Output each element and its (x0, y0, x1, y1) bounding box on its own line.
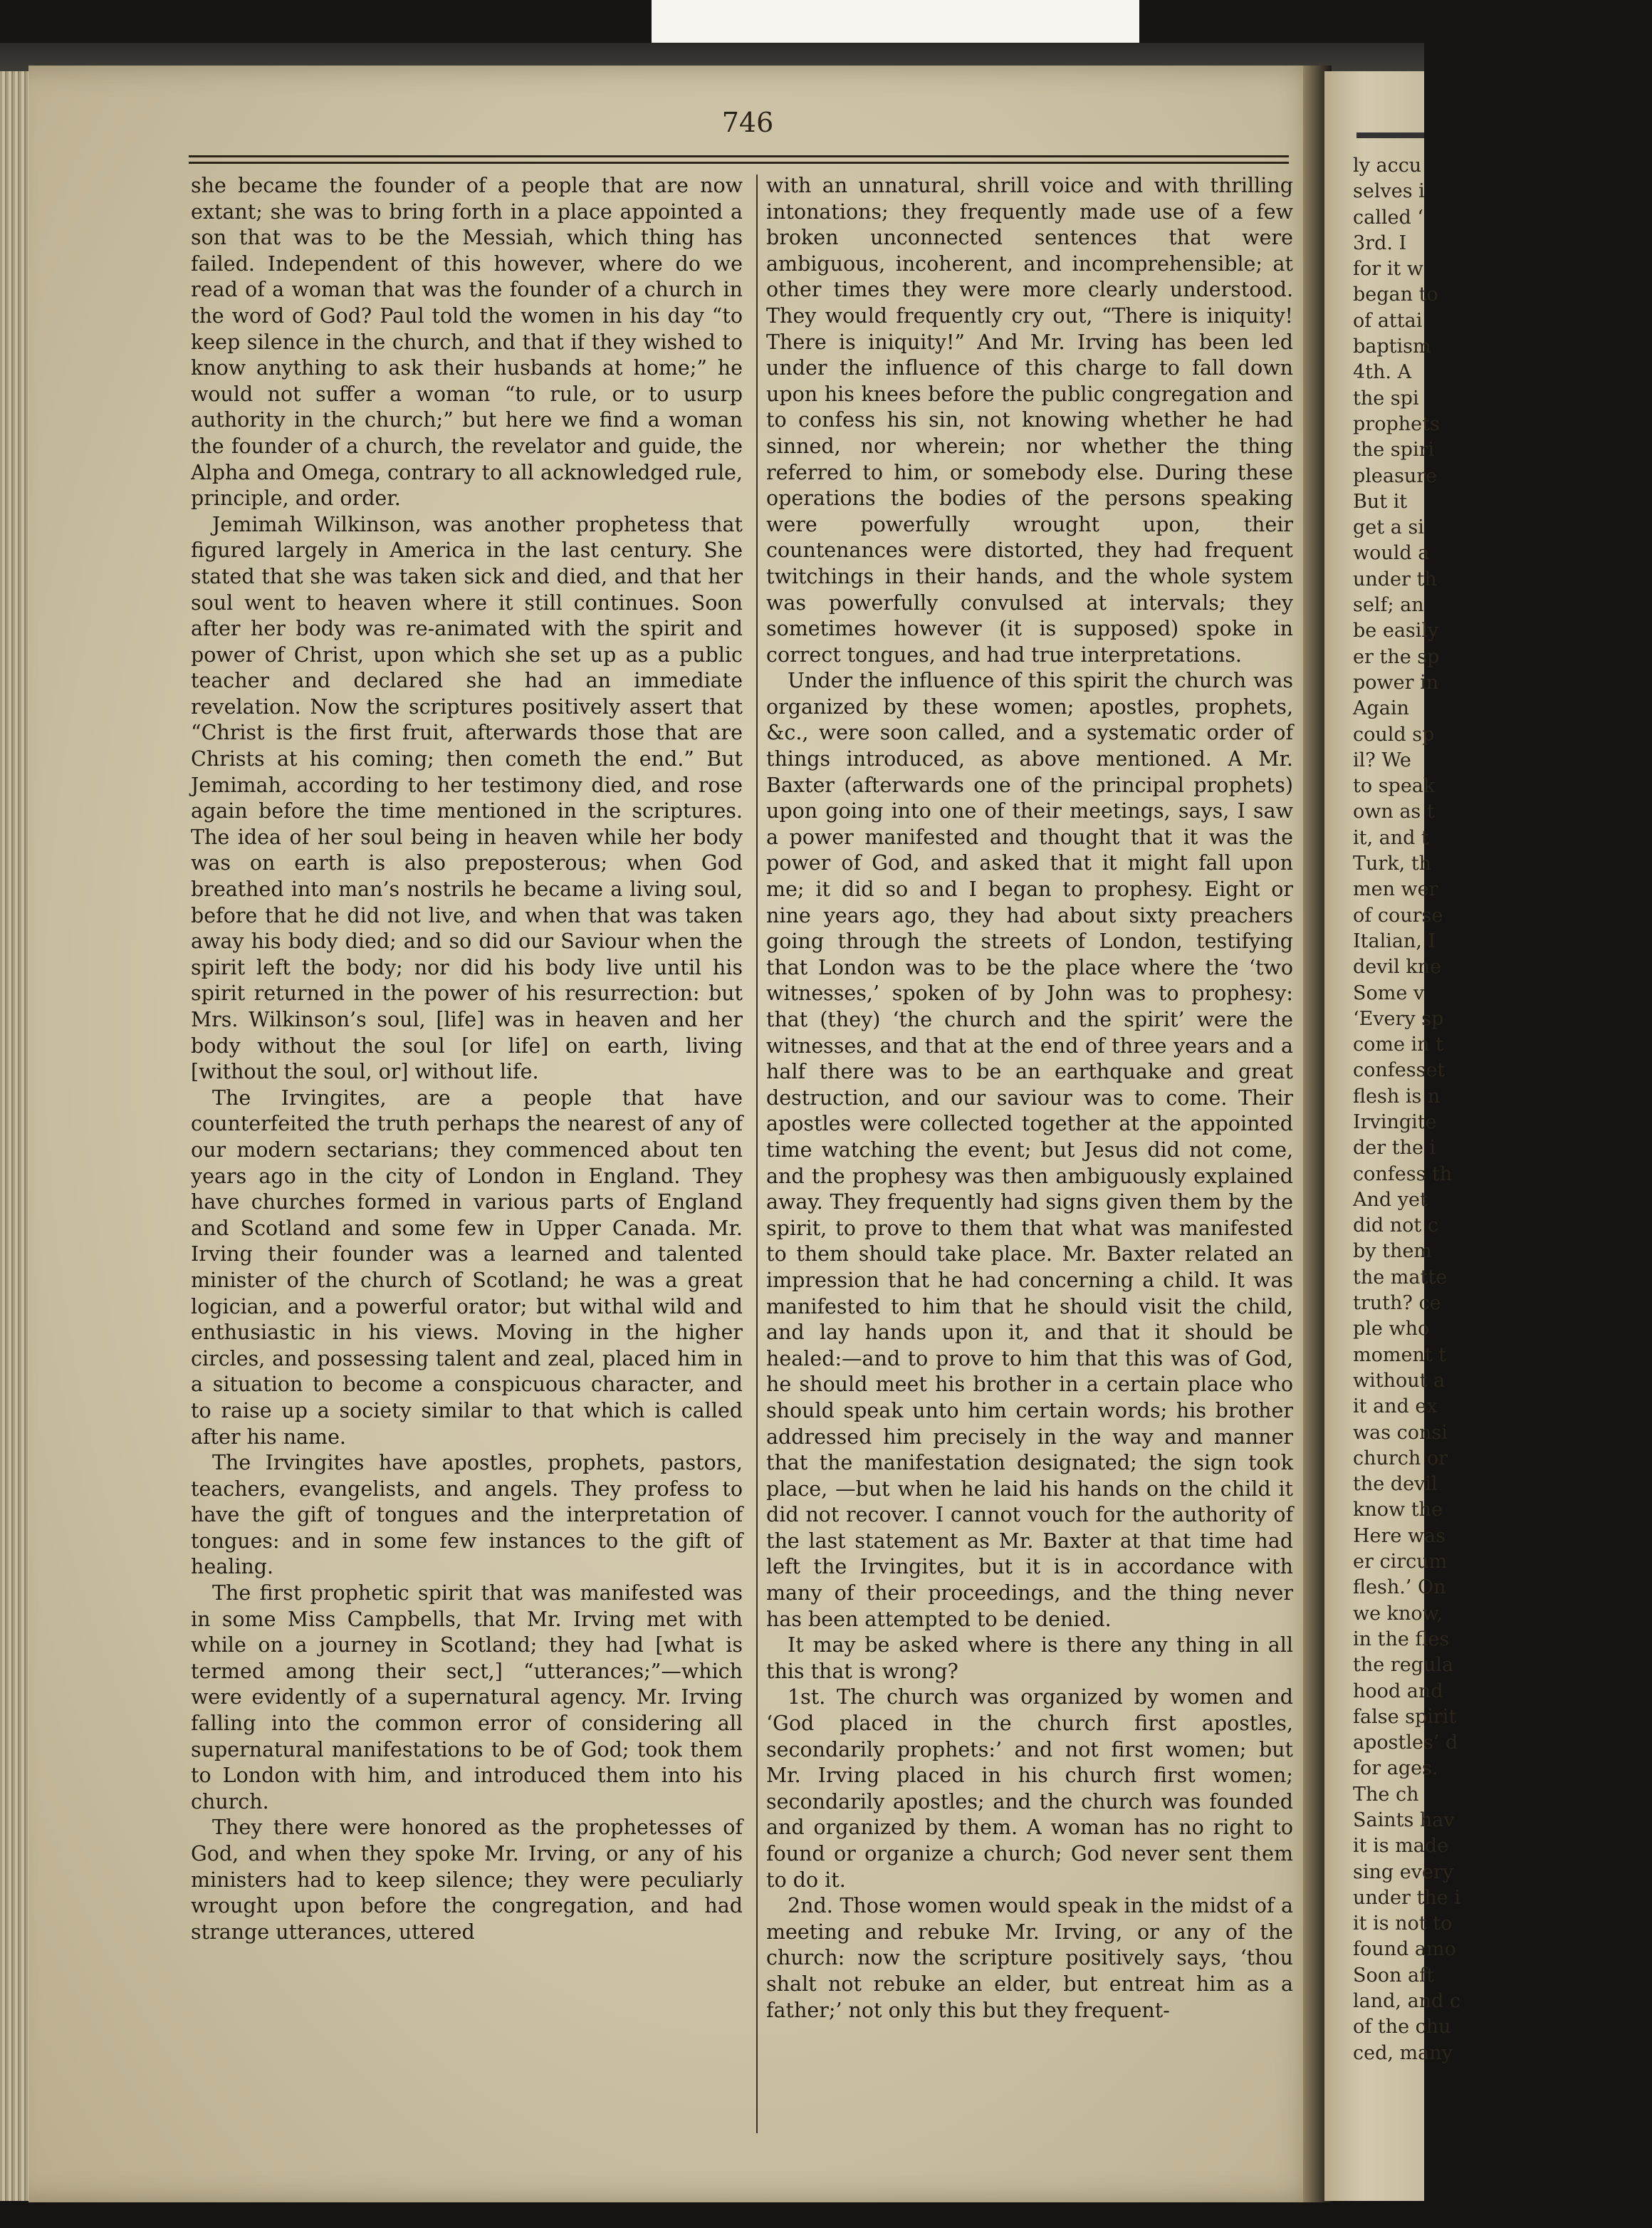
facing-page-line: apostles’ d (1353, 1732, 1458, 1754)
facing-page-line: false spirit (1353, 1705, 1457, 1728)
facing-page-line: il? We (1353, 749, 1411, 771)
paragraph: It may be asked where is there any thing in all this that is wrong? (766, 1633, 1293, 1683)
paragraph: The Irvingites have apostles, prophets, pastors, teachers, evangelists, and angels. They profess to have the gift of tongues and the interpretation of tongues: and in some few instances to the gift of healing. (191, 1451, 743, 1579)
paragraph: Jemimah Wilkinson, was another prophetess that figured largely in America in the last century. She stated that she was taken sick and died, and that her soul went to heaven where it still continues. Soon after her body was re-animated with the spirit and power of Christ, upon which she set up as a public teacher and declared she had an immediate revelation. Now the scriptures positively assert that “Christ is the first fruit, afterwards those that are Christs at his coming; then cometh the end.” But Jemimah, according to her testimony died, and rose again before the time mentioned in the scriptures. The idea of her soul being in heaven while her body was on earth is also preposterous; when God breathed into man’s nostrils he became a living soul, before that he did not live, and when that was taken away his body died; and so did our Saviour when the spirit left the body; nor did his body live until his spirit returned in the power of his resurrection: but Mrs. Wilkinson’s soul, [life] was in heaven and her body without the soul [or life] on earth, living [without the soul, or] without life. (191, 512, 743, 1084)
facing-page (1324, 71, 1461, 2201)
facing-page-line: found amo (1353, 1938, 1456, 1961)
facing-page-line: to speak (1353, 775, 1436, 798)
facing-page-line: The ch (1353, 1783, 1419, 1806)
facing-page-line: church or (1353, 1447, 1448, 1469)
facing-page-line: we know, (1353, 1602, 1443, 1625)
facing-page-line: the spiri (1353, 439, 1435, 462)
facing-page-line: under the i (1353, 1886, 1460, 1909)
facing-page-line: the matte (1353, 1266, 1448, 1289)
facing-page-line: the regula (1353, 1654, 1454, 1677)
facing-page-line: by them (1353, 1240, 1432, 1263)
facing-page-line: in the fles (1353, 1628, 1450, 1650)
facing-page-line: sing every (1353, 1860, 1454, 1883)
facing-page-line: der the i (1353, 1137, 1436, 1160)
facing-page-line: for it w (1353, 258, 1423, 281)
facing-page-line: own as t (1353, 801, 1435, 823)
paragraph: 2nd. Those women would speak in the midst of a meeting and rebuke Mr. Irving, or any of the church: now the scripture positively says, ‘thou shalt not rebuke an elder, but entreat him as a father;’ not only this but they frequent- (766, 1894, 1293, 2022)
facing-page-line: ‘Every sp (1353, 1007, 1444, 1030)
facing-page-line: But it (1353, 490, 1408, 513)
header-rule (189, 155, 1289, 164)
facing-page-line: Again (1353, 697, 1409, 720)
facing-page-line: power in (1353, 671, 1439, 694)
facing-page-line: called ‘ (1353, 206, 1423, 229)
facing-page-line: Irvingite (1353, 1110, 1437, 1133)
facing-page-text (1353, 153, 1652, 2066)
facing-page-line: be easily (1353, 620, 1439, 642)
left-column (191, 173, 743, 1945)
facing-page-rule (1356, 132, 1424, 138)
facing-page-line: Some v (1353, 982, 1425, 1004)
facing-page-line: er circum (1353, 1551, 1448, 1573)
paragraph: with an unnatural, shrill voice and with thrilling intonations; they frequently made use of a few broken unconnected sentences that were ambiguous, incoherent, and incomprehensible; at other times they were more clearly understood. They would frequently cry out, “There is iniquity! There is iniquity!” And Mr. Irving has been led under the influence of this charge to fall down upon his knees before the public congregation and to confess his sin, not knowing whether he had sinned, nor wherein; nor whether the thing referred to him, or somebody else. During these operations the bodies of the persons speaking were powerfully wrought upon, their countenances were distorted, they had frequent twitchings in their hands, and the whole system was powerfully convulsed at intervals; they sometimes however (it is supposed) spoke in correct tongues, and had true interpretations. (766, 174, 1293, 667)
facing-page-line: for ages. (1353, 1757, 1438, 1780)
page-stack-edge (0, 71, 28, 2201)
facing-page-line: confess th (1353, 1162, 1453, 1185)
facing-page-line: without a (1353, 1369, 1446, 1392)
facing-page-line: ple who (1353, 1318, 1430, 1341)
facing-page-line: flesh is n (1353, 1085, 1441, 1108)
facing-page-line: truth? ce (1353, 1292, 1441, 1315)
facing-page-line: would a (1353, 542, 1430, 565)
facing-page-line: come in t (1353, 1034, 1443, 1056)
page-number: 746 (721, 107, 774, 138)
facing-page-line: of course (1353, 904, 1443, 927)
facing-page-line: did not c (1353, 1214, 1438, 1237)
facing-page-line: baptism (1353, 335, 1431, 358)
facing-page-line: the spi (1353, 387, 1419, 410)
facing-page-line: devil kne (1353, 956, 1442, 979)
facing-page-line: prophets (1353, 412, 1440, 435)
facing-page-line: it, and t (1353, 826, 1429, 849)
facing-page-line: And yet (1353, 1188, 1428, 1211)
facing-page-line: 3rd. I (1353, 231, 1407, 254)
facing-page-line: flesh.’ On (1353, 1576, 1446, 1599)
column-divider (756, 175, 758, 2133)
paragraph: Under the influence of this spirit the church was organized by these women; apostles, prophets, &c., were soon called, and a systematic order of things introduced, as above mentioned. A Mr. Baxter (afterwards one of the principal prophets) upon going into one of their meetings, says, I saw a power manifested and thought that it was the power of God, and asked that it might fall upon me; it did so and I began to prophesy. Eight or nine years ago, they had about sixty preachers going through the streets of London, testifying that London was to be the place where the ‘two witnesses,’ spoken of by John was to prophesy: that (they) ‘the church and the spirit’ were the witnesses, and that at the end of three years and a half there was to be an earthquake and great destruction, and our saviour was to come. Their apostles were collected together at the appointed time watching the event; but Jesus did not come, and the prophesy was then ambiguously explained away. They frequently had signs given them by the spirit, to prove to them that what was manifested to them should take place. Mr. Baxter related an impression that he had concerning a child. It was manifested to him that he should visit the child, and lay hands upon it, and that it should be healed:—and to prove to him that this was of God, he should meet his brother in a certain place who should speak unto him certain words; his brother addressed him precisely in the way and manner that the manifestation designated; the sign took place, —but when he laid his hands on the child it did not recover. I cannot vouch for the authority of the last statement as Mr. Baxter at that time had left the Irvingites, but it is in accordance with many of their proceedings, and the thing never has been attempted to be denied. (766, 669, 1293, 1631)
facing-page-line: was consi (1353, 1421, 1448, 1444)
facing-page-line: er the sp (1353, 645, 1440, 668)
facing-page-line: it is made (1353, 1835, 1449, 1858)
facing-page-line: could sp (1353, 723, 1435, 746)
facing-page-line: land, and c (1353, 1990, 1461, 2013)
facing-page-line: Turk, th (1353, 853, 1432, 875)
facing-page-line: Saints hav (1353, 1809, 1455, 1831)
facing-page-line: under th (1353, 568, 1437, 590)
facing-page-line: 4th. A (1353, 361, 1412, 384)
paragraph: 1st. The church was organized by women and ‘God placed in the church first apostles, secondarily prophets:’ and not first women; but Mr. Irving placed in his church first women; secondarily apostles; and the church was founded and organized by them. A woman has no right to found or organize a church; God never sent them to do it. (766, 1685, 1293, 1892)
facing-page-line: of the chu (1353, 2016, 1451, 2039)
facing-page-line: began to (1353, 283, 1438, 306)
facing-page-line: it is not to (1353, 1912, 1453, 1935)
facing-page-line: the devil (1353, 1473, 1438, 1496)
facing-page-line: get a si (1353, 516, 1424, 539)
facing-page-line: selves i (1353, 180, 1425, 203)
facing-page-line: Soon aft (1353, 1964, 1434, 1987)
facing-page-line: it and ex (1353, 1395, 1438, 1418)
paragraph: she became the founder of a people that are now extant; she was to bring forth in a place appointed a son that was to be the Messiah, which thing has failed. Independent of this however, where do we read of a woman that was the founder of a church in the word of God? Paul told the women in his day “to keep silence in the church, and that if they wished to know anything to ask their husbands at home;” he would not suffer a woman “to rule, or to usurp authority in the church;” but here we find a woman the founder of a church, the revelator and guide, the Alpha and Omega, contrary to all acknowledged rule, principle, and order. (191, 174, 743, 511)
facing-page-line: moment t (1353, 1343, 1447, 1366)
paragraph: They there were honored as the prophetesses of God, and when they spoke Mr. Irving, or any of his ministers had to keep silence; they were peculiarly wrought upon before the congregation, and had strange utterances, uttered (191, 1816, 743, 1944)
facing-page-line: hood and (1353, 1680, 1443, 1702)
facing-page-line: ly accu (1353, 155, 1422, 177)
paragraph: The first prophetic spirit that was manifested was in some Miss Campbells, that Mr. Irving met with while on a journey in Scotland; they had [what is termed among their sect,] “utterances;”—which were evidently of a supernatural agency. Mr. Irving falling into the common error of considering all supernatural manifestations to be of God; took them to London with him, and introduced them into his church. (191, 1581, 743, 1813)
facing-page-line: know the (1353, 1499, 1443, 1521)
facing-page-line: confesset (1353, 1059, 1446, 1082)
facing-page-line: ced, many (1353, 2041, 1453, 2064)
facing-page-line: of attai (1353, 309, 1423, 332)
facing-page-line: men wer (1353, 878, 1438, 901)
facing-page-line: self; an (1353, 594, 1424, 617)
facing-page-line: Italian, I (1353, 930, 1436, 952)
right-column (766, 173, 1293, 2024)
facing-page-line: pleasure (1353, 464, 1438, 487)
facing-page-line: Here was (1353, 1524, 1446, 1547)
paragraph: The Irvingites, are a people that have counterfeited the truth perhaps the nearest of any of our modern sectarians; they commenced about ten years ago in the city of London in England. They have churches formed in various parts of England and Scotland and some few in Upper Canada. Mr. Irving their founder was a learned and talented minister of the church of Scotland; he was a great logician, and a powerful orator; but withal wild and enthusiastic in his views. Moving in the higher circles, and possessing talent and zeal, placed him in a situation to become a conspicuous character, and to raise up a society similar to that which is called after his name. (191, 1086, 743, 1449)
